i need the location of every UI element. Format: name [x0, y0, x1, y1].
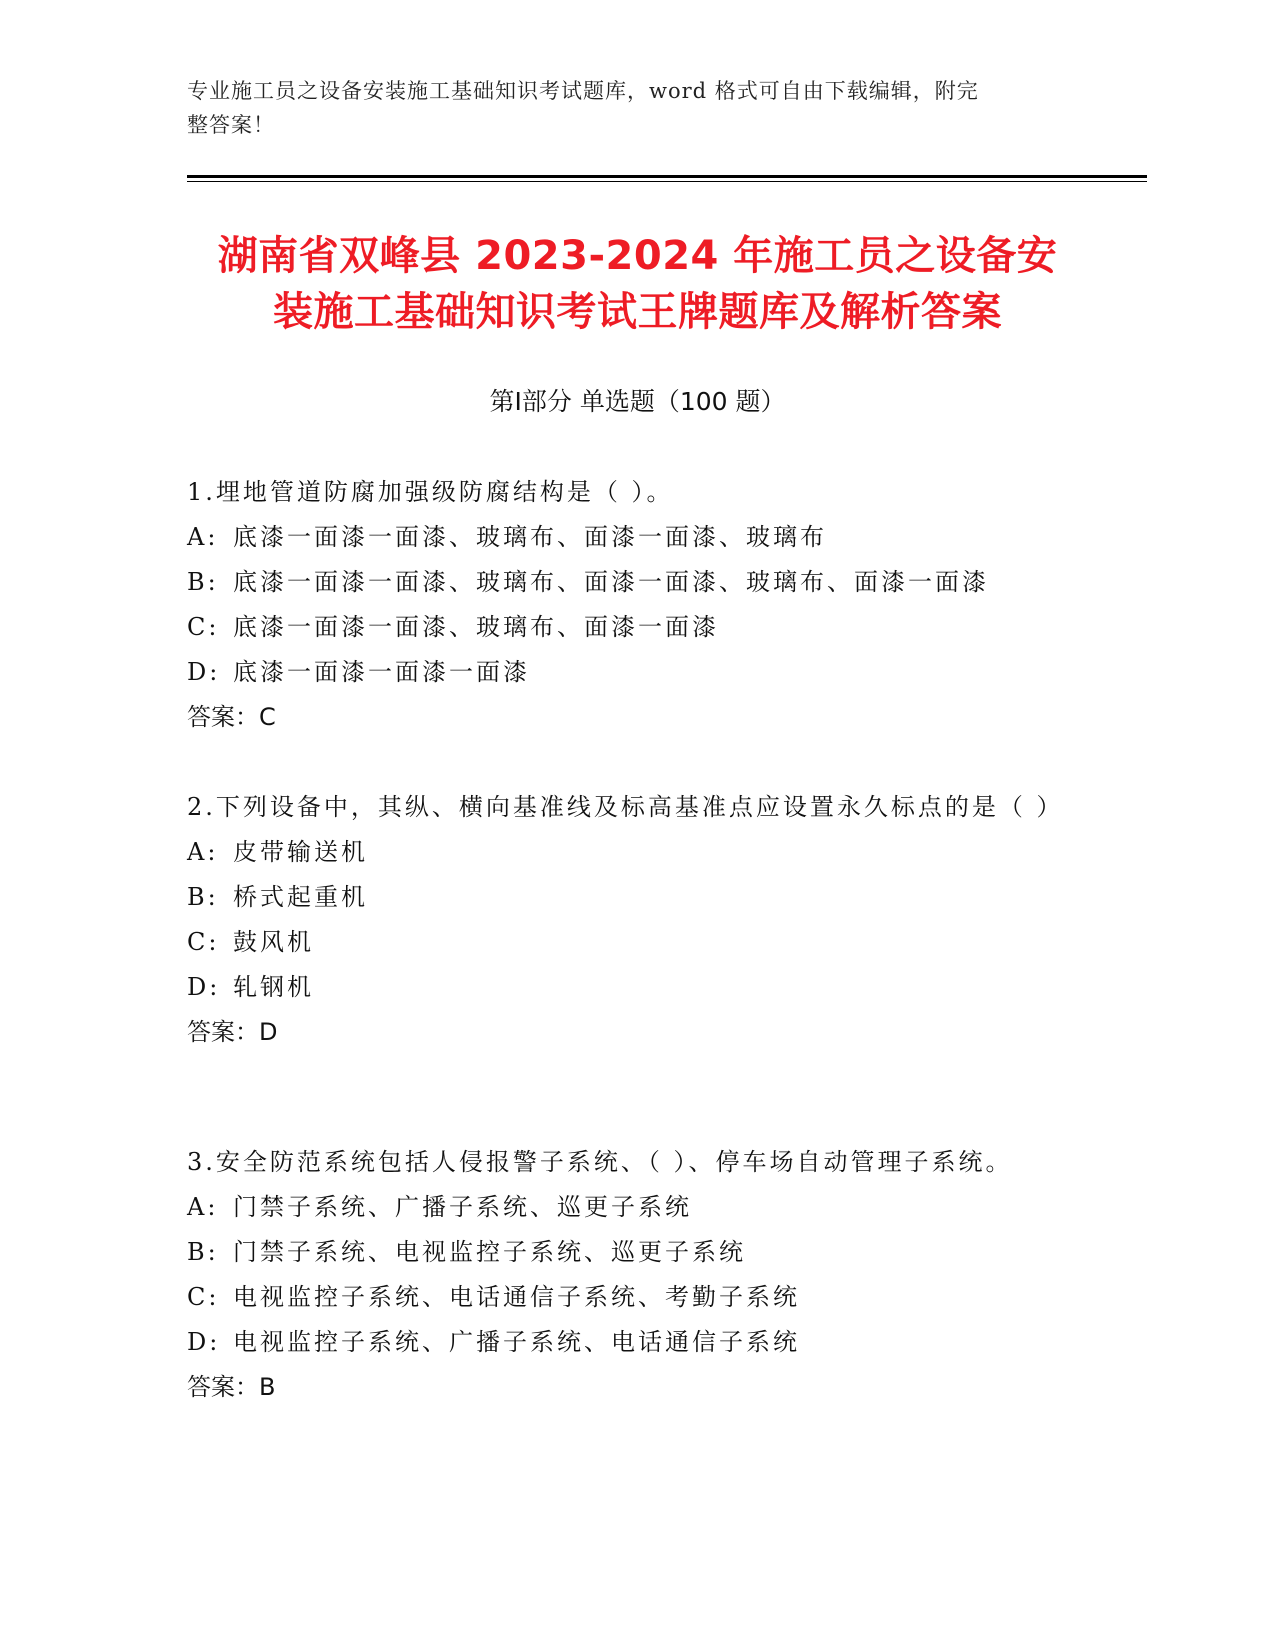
header-note-line-2: 整答案！ [187, 113, 275, 137]
answer: 答案：D [187, 1018, 278, 1046]
question-1 [187, 470, 1067, 740]
option-a [187, 830, 1067, 875]
section-title: 第Ⅰ部分 单选题（100 题） [489, 387, 786, 416]
option-label: B: [187, 883, 219, 911]
option-text: 轧钢机 [233, 973, 314, 1001]
option-label: A: [187, 523, 219, 551]
option-label: B: [187, 1238, 219, 1266]
option-c [187, 605, 1067, 650]
answer: 答案：B [187, 1373, 276, 1401]
option-c [187, 1275, 1067, 1320]
option-text: 门禁子系统、广播子系统、巡更子系统 [233, 1193, 692, 1221]
option-text: 电视监控子系统、电话通信子系统、考勤子系统 [233, 1283, 800, 1311]
option-a [187, 515, 1067, 560]
option-text: 桥式起重机 [233, 883, 368, 911]
question-3 [187, 1140, 1067, 1410]
document-title [150, 228, 1125, 340]
option-label: D: [187, 658, 221, 686]
option-text: 皮带输送机 [233, 838, 368, 866]
option-b [187, 1230, 1067, 1275]
option-b [187, 875, 1067, 920]
option-text: 底漆一面漆一面漆、玻璃布、面漆一面漆、玻璃布、面漆一面漆 [233, 568, 989, 596]
option-label: B: [187, 568, 219, 596]
header-note-line-1: 专业施工员之设备安装施工基础知识考试题库，word 格式可自由下载编辑，附完 [187, 79, 979, 103]
option-text: 门禁子系统、电视监控子系统、巡更子系统 [233, 1238, 746, 1266]
option-label: D: [187, 973, 221, 1001]
option-text: 底漆一面漆一面漆一面漆 [233, 658, 530, 686]
document-title-line-2: 装施工基础知识考试王牌题库及解析答案 [273, 289, 1002, 335]
option-b [187, 560, 1067, 605]
option-label: C: [187, 613, 220, 641]
header-divider-thin [187, 181, 1147, 182]
option-d [187, 1320, 1067, 1365]
question-text: 1.埋地管道防腐加强级防腐结构是（ ）。 [187, 478, 674, 506]
option-text: 电视监控子系统、广播子系统、电话通信子系统 [233, 1328, 800, 1356]
option-text: 底漆一面漆一面漆、玻璃布、面漆一面漆、玻璃布 [233, 523, 827, 551]
option-label: A: [187, 838, 219, 866]
option-label: C: [187, 928, 220, 956]
option-d [187, 650, 1067, 695]
option-label: D: [187, 1328, 221, 1356]
question-text: 2.下列设备中，其纵、横向基准线及标高基准点应设置永久标点的是（ ） [187, 793, 1064, 821]
option-text: 鼓风机 [233, 928, 314, 956]
question-2 [187, 785, 1067, 1055]
document-title-line-1: 湖南省双峰县 2023-2024 年施工员之设备安 [217, 233, 1058, 279]
option-text: 底漆一面漆一面漆、玻璃布、面漆一面漆 [233, 613, 719, 641]
header-note [187, 74, 1067, 142]
question-text: 3.安全防范系统包括人侵报警子系统、（ ）、停车场自动管理子系统。 [187, 1148, 1013, 1176]
header-divider-thick [187, 175, 1147, 178]
option-label: C: [187, 1283, 220, 1311]
option-c [187, 920, 1067, 965]
option-d [187, 965, 1067, 1010]
answer: 答案：C [187, 703, 276, 731]
option-a [187, 1185, 1067, 1230]
option-label: A: [187, 1193, 219, 1221]
